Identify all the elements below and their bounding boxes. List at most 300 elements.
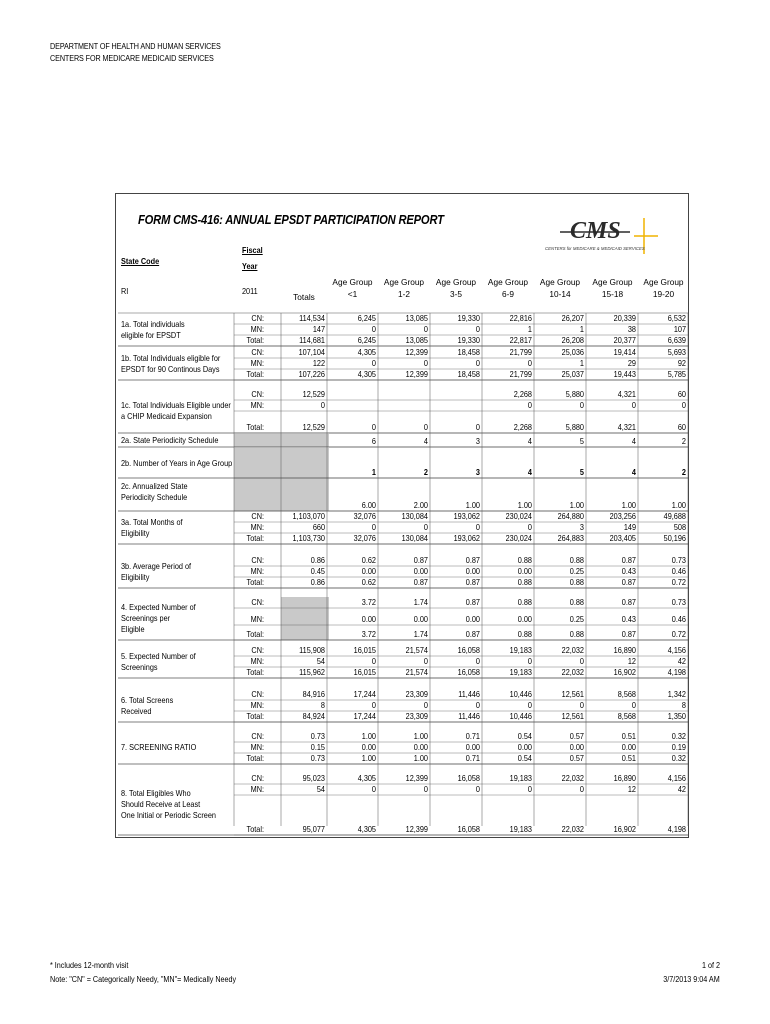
value-cell: 0.57 — [569, 753, 584, 763]
column-head-group: Age Group — [539, 277, 581, 287]
row-type: CN: — [251, 313, 264, 323]
value-cell: 0.00 — [569, 742, 584, 752]
value-cell: 193,062 — [453, 511, 480, 521]
value-cell: 19,183 — [509, 667, 532, 677]
section-label: Periodicity Schedule — [121, 492, 188, 502]
value-cell: 1.00 — [413, 731, 428, 741]
value-cell: 0.87 — [465, 555, 480, 565]
value-cell: 19,414 — [613, 347, 636, 357]
value-cell: 12,561 — [561, 689, 584, 699]
value-cell: 20,339 — [613, 313, 636, 323]
column-head-group: Age Group — [643, 277, 684, 287]
value-cell: 0.87 — [621, 597, 636, 607]
value-cell: 12,399 — [405, 824, 428, 834]
value-cell: 0 — [631, 700, 636, 710]
value-cell: 16,902 — [613, 667, 636, 677]
value-cell: 17,244 — [353, 711, 376, 721]
value-cell: 0.87 — [465, 629, 480, 639]
section-label: 2c. Annualized State — [121, 481, 188, 491]
value-cell: 19,183 — [509, 645, 532, 655]
section-label: 7. SCREENING RATIO — [121, 742, 197, 752]
section-label: 1b. Total Individuals eligible for — [121, 352, 221, 363]
section-label: EPSDT for 90 Continous Days — [121, 363, 220, 374]
value-cell: 19,443 — [613, 369, 636, 379]
value-cell: 0.73 — [671, 597, 686, 607]
value-cell: 6,245 — [357, 313, 376, 323]
row-type: CN: — [251, 773, 264, 783]
value-cell: 0.73 — [310, 731, 325, 741]
value-cell: 0 — [475, 784, 480, 794]
value-cell: 5 — [579, 467, 584, 477]
value-cell: 4 — [527, 467, 532, 477]
section-label: 2a. State Periodicity Schedule — [121, 435, 219, 445]
section-label: Eligibility — [121, 571, 150, 582]
value-cell: 0.87 — [465, 577, 480, 587]
column-head-range: 15-18 — [601, 289, 624, 299]
value-cell: 0 — [423, 656, 428, 666]
value-cell: 0 — [371, 422, 376, 432]
row-type: CN: — [251, 689, 264, 699]
value-cell: 0.32 — [671, 753, 686, 763]
value-cell: 0.00 — [413, 614, 428, 624]
value-cell: 3 — [475, 467, 480, 477]
value-cell: 0.00 — [361, 614, 376, 624]
value-cell: 0 — [527, 400, 532, 410]
row-type: Total: — [246, 369, 264, 379]
value-cell: 2,268 — [513, 422, 532, 432]
value-cell: 4,321 — [617, 389, 636, 399]
row-type: CN: — [251, 389, 264, 399]
footnote-visit: * Includes 12-month visit — [50, 961, 129, 970]
value-cell: 0.72 — [671, 629, 686, 639]
value-cell: 17,244 — [353, 689, 376, 699]
value-cell: 0.72 — [671, 577, 686, 587]
value-cell: 1.00 — [465, 500, 480, 510]
value-cell: 0.88 — [517, 629, 532, 639]
value-cell: 16,058 — [457, 773, 480, 783]
value-cell: 2,268 — [513, 389, 532, 399]
value-cell: 4,305 — [357, 347, 376, 357]
value-cell: 0.45 — [310, 566, 325, 576]
value-cell: 0 — [320, 400, 325, 410]
value-cell: 4 — [423, 436, 428, 446]
row-type: Total: — [246, 711, 264, 721]
value-cell: 6.00 — [361, 500, 376, 510]
row-type: MN: — [250, 522, 264, 532]
value-cell: 203,405 — [609, 533, 636, 543]
row-type: Total: — [246, 422, 264, 432]
value-cell: 0 — [423, 324, 428, 334]
row-type: Total: — [246, 629, 264, 639]
column-head-range: 3-5 — [450, 289, 462, 299]
value-cell: 6 — [371, 436, 376, 446]
value-cell: 8 — [320, 700, 325, 710]
value-cell: 264,883 — [557, 533, 584, 543]
value-cell: 10,446 — [509, 711, 532, 721]
fiscal-label-1: Fiscal — [242, 245, 263, 255]
section-label: Eligibility — [121, 527, 150, 538]
value-cell: 3.72 — [361, 597, 376, 607]
value-cell: 19,330 — [457, 313, 480, 323]
value-cell: 5,880 — [565, 422, 584, 432]
value-cell: 1 — [579, 358, 584, 368]
section-label: Screenings per — [121, 613, 171, 623]
value-cell: 4,156 — [667, 645, 686, 655]
value-cell: 4,198 — [667, 824, 686, 834]
value-cell: 92 — [677, 358, 686, 368]
value-cell: 0.86 — [310, 555, 325, 565]
value-cell: 29 — [627, 358, 636, 368]
value-cell: 1,103,070 — [292, 511, 325, 521]
value-cell: 0 — [681, 400, 686, 410]
value-cell: 6,532 — [667, 313, 686, 323]
value-cell: 0.73 — [671, 555, 686, 565]
value-cell: 0.88 — [517, 597, 532, 607]
value-cell: 0 — [423, 422, 428, 432]
value-cell: 0.00 — [361, 566, 376, 576]
value-cell: 50,196 — [663, 533, 686, 543]
value-cell: 0.00 — [361, 742, 376, 752]
value-cell: 84,916 — [302, 689, 325, 699]
value-cell: 2 — [423, 467, 428, 477]
value-cell: 0.51 — [621, 731, 636, 741]
blank-shaded-cell — [234, 434, 329, 447]
value-cell: 16,015 — [353, 667, 376, 677]
value-cell: 1 — [579, 324, 584, 334]
section-label: Eligible — [121, 624, 145, 634]
value-cell: 18,458 — [457, 347, 480, 357]
value-cell: 0.51 — [621, 753, 636, 763]
value-cell: 0 — [527, 784, 532, 794]
column-head-range: Totals — [293, 292, 315, 302]
value-cell: 115,908 — [299, 645, 325, 655]
row-type: MN: — [250, 566, 264, 576]
value-cell: 95,023 — [302, 773, 325, 783]
value-cell: 0 — [475, 522, 480, 532]
row-type: Total: — [246, 753, 264, 763]
row-type: CN: — [251, 731, 264, 741]
value-cell: 0 — [475, 700, 480, 710]
value-cell: 8 — [681, 700, 686, 710]
row-type: MN: — [250, 358, 264, 368]
value-cell: 16,890 — [613, 645, 636, 655]
value-cell: 12 — [627, 784, 636, 794]
value-cell: 95,077 — [302, 824, 325, 834]
value-cell: 0.32 — [671, 731, 686, 741]
column-head-range: 19-20 — [652, 289, 675, 299]
value-cell: 11,446 — [458, 689, 480, 699]
section-label: eligible for EPSDT — [121, 329, 181, 340]
value-cell: 60 — [677, 389, 686, 399]
value-cell: 5 — [579, 436, 584, 446]
value-cell: 1,342 — [667, 689, 686, 699]
value-cell: 16,015 — [353, 645, 376, 655]
value-cell: 3.72 — [361, 629, 376, 639]
value-cell: 12,529 — [302, 422, 325, 432]
value-cell: 2.00 — [413, 500, 428, 510]
row-type: CN: — [251, 597, 264, 607]
value-cell: 0 — [527, 656, 532, 666]
value-cell: 0.86 — [310, 577, 325, 587]
value-cell: 12,561 — [561, 711, 584, 721]
value-cell: 149 — [623, 522, 636, 532]
value-cell: 4,198 — [667, 667, 686, 677]
row-type: MN: — [250, 742, 264, 752]
value-cell: 18,458 — [457, 369, 480, 379]
column-head-range: 10-14 — [549, 289, 571, 299]
section-label: 3b. Average Period of — [121, 560, 192, 571]
value-cell: 0.19 — [671, 742, 686, 752]
column-head-group: Age Group — [592, 277, 633, 287]
value-cell: 4,321 — [617, 422, 636, 432]
value-cell: 0.88 — [569, 555, 584, 565]
value-cell: 22,032 — [561, 773, 584, 783]
value-cell: 1,103,730 — [292, 533, 325, 543]
value-cell: 0 — [371, 700, 376, 710]
value-cell: 0.62 — [361, 555, 376, 565]
row-type: Total: — [246, 577, 264, 587]
value-cell: 0.00 — [413, 566, 428, 576]
value-cell: 0 — [423, 358, 428, 368]
value-cell: 1.00 — [361, 753, 376, 763]
value-cell: 5,693 — [667, 347, 686, 357]
state-code-value: RI — [121, 286, 129, 296]
value-cell: 2 — [681, 436, 686, 446]
value-cell: 0 — [475, 324, 480, 334]
value-cell: 0.00 — [621, 742, 636, 752]
value-cell: 4 — [631, 467, 636, 477]
value-cell: 16,890 — [613, 773, 636, 783]
value-cell: 23,309 — [405, 689, 428, 699]
section-label: Screenings — [121, 661, 158, 672]
value-cell: 0.54 — [517, 731, 532, 741]
value-cell: 114,681 — [299, 335, 325, 345]
value-cell: 0 — [371, 324, 376, 334]
value-cell: 16,058 — [457, 824, 480, 834]
value-cell: 0.46 — [671, 566, 686, 576]
value-cell: 147 — [312, 324, 325, 334]
value-cell: 12,399 — [405, 773, 428, 783]
value-cell: 0.43 — [621, 566, 636, 576]
value-cell: 0.88 — [569, 577, 584, 587]
value-cell: 230,024 — [505, 511, 532, 521]
footnote-cn-mn: Note: "CN" = Categorically Needy, "MN"= Medically Needy — [50, 975, 237, 984]
page-number: 1 of 2 — [701, 961, 720, 970]
section-label: One Initial or Periodic Screen — [121, 809, 216, 820]
column-head-group: Age Group — [435, 277, 477, 287]
value-cell: 21,799 — [509, 347, 532, 357]
value-cell: 20,377 — [613, 335, 636, 345]
value-cell: 32,076 — [353, 511, 376, 521]
value-cell: 107,104 — [298, 347, 325, 357]
row-type: MN: — [250, 700, 264, 710]
value-cell: 264,880 — [557, 511, 584, 521]
value-cell: 1 — [371, 467, 376, 477]
value-cell: 107 — [673, 324, 686, 334]
value-cell: 0.71 — [465, 753, 480, 763]
value-cell: 1.00 — [413, 753, 428, 763]
value-cell: 193,062 — [453, 533, 480, 543]
value-cell: 21,574 — [405, 667, 428, 677]
value-cell: 0 — [579, 700, 584, 710]
value-cell: 1 — [527, 324, 532, 334]
value-cell: 19,183 — [509, 773, 532, 783]
value-cell: 4,305 — [357, 369, 376, 379]
value-cell: 0 — [475, 656, 480, 666]
column-head-range: 6-9 — [502, 289, 514, 299]
column-head-range: <1 — [347, 289, 358, 299]
header-department: DEPARTMENT OF HEALTH AND HUMAN SERVICES — [50, 42, 221, 51]
row-type: MN: — [250, 784, 264, 794]
value-cell: 22,816 — [509, 313, 532, 323]
value-cell: 4 — [527, 436, 532, 446]
value-cell: 8,568 — [617, 711, 636, 721]
value-cell: 42 — [677, 656, 686, 666]
value-cell: 0.46 — [671, 614, 686, 624]
value-cell: 6,639 — [667, 335, 686, 345]
fiscal-label-2: Year — [242, 261, 258, 271]
value-cell: 0.88 — [569, 629, 584, 639]
value-cell: 16,902 — [613, 824, 636, 834]
value-cell: 508 — [673, 522, 686, 532]
value-cell: 1.00 — [517, 500, 532, 510]
section-label: 2b. Number of Years in Age Group — [121, 457, 233, 468]
value-cell: 22,032 — [561, 824, 584, 834]
svg-text:CMS: CMS — [570, 218, 621, 244]
value-cell: 0 — [475, 422, 480, 432]
row-type: CN: — [251, 555, 264, 565]
value-cell: 122 — [312, 358, 325, 368]
section-label: Should Receive at Least — [121, 798, 201, 809]
value-cell: 0.87 — [413, 555, 428, 565]
section-label: 4. Expected Number of — [121, 602, 196, 612]
row-type: MN: — [250, 656, 264, 666]
row-type: MN: — [250, 324, 264, 334]
value-cell: 23,309 — [405, 711, 428, 721]
row-type: CN: — [251, 347, 264, 357]
value-cell: 130,084 — [401, 511, 428, 521]
value-cell: 16,058 — [457, 667, 480, 677]
value-cell: 8,568 — [617, 689, 636, 699]
svg-text:CENTERS for MEDICARE & MEDICAI: CENTERS for MEDICARE & MEDICAID SERVICES — [545, 246, 645, 251]
value-cell: 21,799 — [509, 369, 532, 379]
value-cell: 0 — [371, 656, 376, 666]
column-head-group: Age Group — [332, 277, 373, 287]
value-cell: 26,207 — [561, 313, 584, 323]
value-cell: 13,085 — [405, 313, 428, 323]
value-cell: 0.00 — [465, 614, 480, 624]
value-cell: 13,085 — [405, 335, 428, 345]
value-cell: 1.00 — [621, 500, 636, 510]
value-cell: 22,817 — [509, 335, 532, 345]
value-cell: 0.87 — [413, 577, 428, 587]
value-cell: 1.00 — [671, 500, 686, 510]
value-cell: 130,084 — [401, 533, 428, 543]
value-cell: 22,032 — [561, 667, 584, 677]
value-cell: 60 — [677, 422, 686, 432]
value-cell: 22,032 — [561, 645, 584, 655]
column-head-group: Age Group — [383, 277, 425, 287]
value-cell: 12,399 — [405, 347, 428, 357]
value-cell: 230,024 — [505, 533, 532, 543]
value-cell: 6,245 — [357, 335, 376, 345]
fiscal-year-value: 2011 — [242, 286, 258, 296]
section-label: 1c. Total Individuals Eligible under — [121, 400, 231, 410]
value-cell: 4,305 — [357, 824, 376, 834]
value-cell: 107,226 — [298, 369, 325, 379]
value-cell: 38 — [627, 324, 636, 334]
blank-shaded-cell — [281, 597, 329, 640]
value-cell: 3 — [475, 436, 480, 446]
section-label: 6. Total Screens — [121, 694, 174, 705]
value-cell: 2 — [681, 467, 686, 477]
value-cell: 0 — [527, 358, 532, 368]
value-cell: 0.00 — [465, 566, 480, 576]
value-cell: 0 — [423, 700, 428, 710]
row-type: MN: — [250, 400, 264, 410]
value-cell: 32,076 — [353, 533, 376, 543]
section-label: a CHIP Medicaid Expansion — [121, 411, 212, 421]
state-code-label: State Code — [121, 256, 160, 266]
row-type: Total: — [246, 824, 264, 834]
value-cell: 0.88 — [517, 577, 532, 587]
value-cell: 0.00 — [517, 742, 532, 752]
value-cell: 203,256 — [609, 511, 636, 521]
value-cell: 42 — [677, 784, 686, 794]
section-label: 5. Expected Number of — [121, 650, 196, 661]
row-type: MN: — [250, 614, 264, 624]
value-cell: 1.74 — [413, 597, 428, 607]
value-cell: 0.00 — [413, 742, 428, 752]
value-cell: 0.25 — [569, 614, 584, 624]
value-cell: 0.87 — [621, 577, 636, 587]
value-cell: 1.00 — [361, 731, 376, 741]
value-cell: 0.00 — [517, 566, 532, 576]
value-cell: 0.88 — [517, 555, 532, 565]
value-cell: 54 — [316, 784, 325, 794]
section-label: 3a. Total Months of — [121, 516, 183, 527]
value-cell: 0.25 — [569, 566, 584, 576]
value-cell: 0.87 — [621, 629, 636, 639]
value-cell: 4,305 — [357, 773, 376, 783]
value-cell: 26,208 — [561, 335, 584, 345]
value-cell: 3 — [579, 522, 584, 532]
row-type: Total: — [246, 533, 264, 543]
value-cell: 114,534 — [299, 313, 325, 323]
value-cell: 0 — [631, 400, 636, 410]
print-date: 3/7/2013 9:04 AM — [663, 975, 720, 984]
value-cell: 49,688 — [663, 511, 686, 521]
value-cell: 0.88 — [569, 597, 584, 607]
value-cell: 0.15 — [310, 742, 325, 752]
value-cell: 4,156 — [667, 773, 686, 783]
value-cell: 1.00 — [569, 500, 584, 510]
value-cell: 19,330 — [457, 335, 480, 345]
value-cell: 0 — [579, 784, 584, 794]
value-cell: 0 — [423, 784, 428, 794]
cms-logo-icon — [540, 214, 660, 258]
section-label: 1a. Total individuals — [121, 318, 185, 329]
value-cell: 0 — [579, 400, 584, 410]
value-cell: 0.87 — [465, 597, 480, 607]
value-cell: 0.43 — [621, 614, 636, 624]
value-cell: 1,350 — [667, 711, 686, 721]
column-head-range: 1-2 — [398, 289, 410, 299]
value-cell: 0.00 — [465, 742, 480, 752]
row-type: CN: — [251, 511, 264, 521]
value-cell: 5,880 — [565, 389, 584, 399]
value-cell: 10,446 — [509, 689, 532, 699]
